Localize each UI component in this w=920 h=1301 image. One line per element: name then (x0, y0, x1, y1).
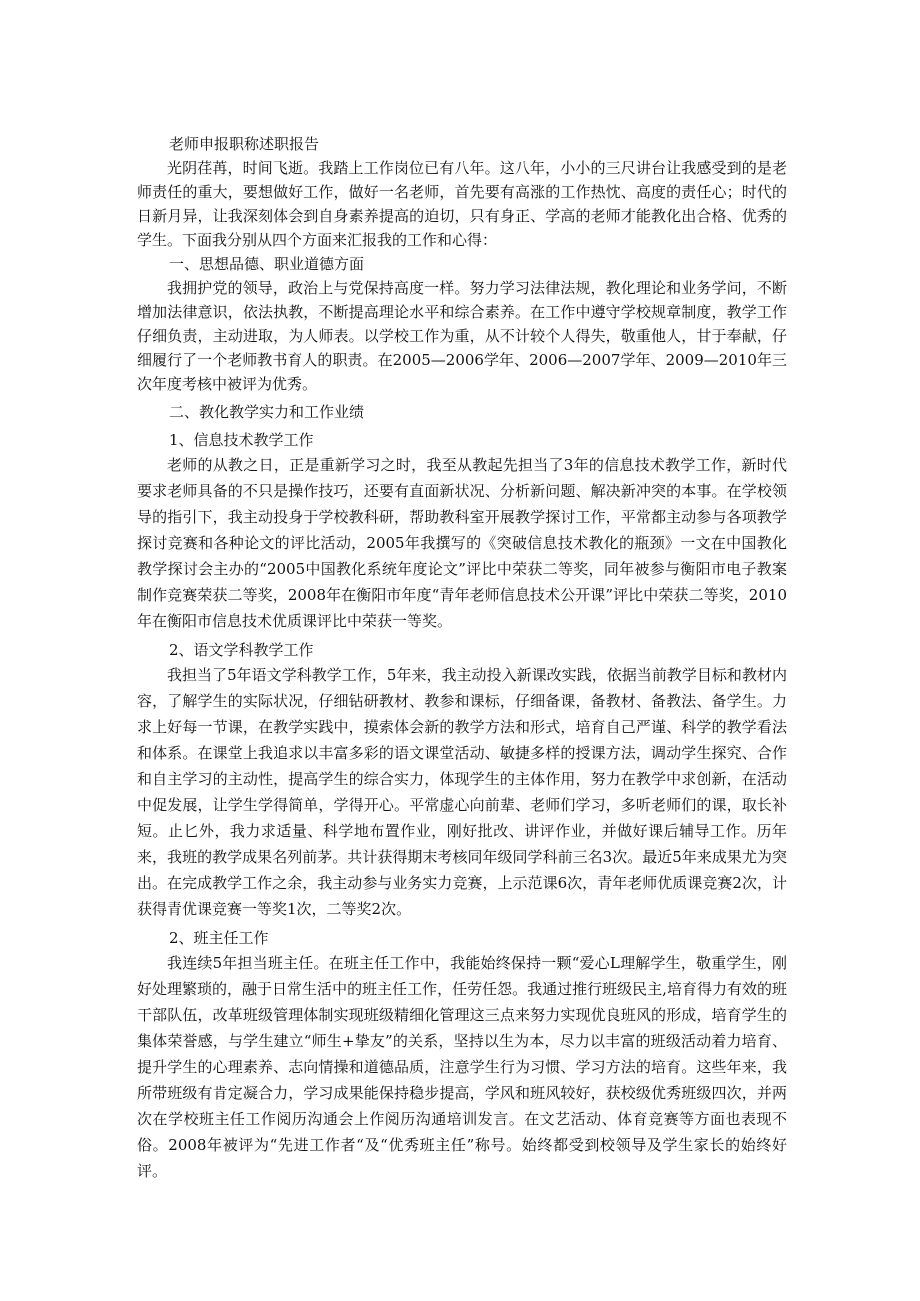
subsection1-paragraph: 老师的从教之日，正是重新学习之时，我至从教起先担当了3年的信息技术教学工作，新时代要求老师具备的不只是操作技巧，还要有直面新状况、分析新问题、解决新冲突的本事。在学校领导的指引下，我主动投身于学校教科研，帮助教科室开展教学探讨工作，平常都主动参与各项教学探讨竞赛和各种论文的评比活动，2005年我撰写的《突破信息技术教化的瓶颈》一文在中国教化教学探讨会主办的“2005中国教化系统年度论文”评比中荣获二等奖，同年被参与衡阳市电子教案制作竞赛荣获二等奖，2008年在衡阳市年度“青年老师信息技术公开课”评比中荣获二等奖，2010年在衡阳市信息技术优质课评比中荣获一等奖。 (137, 456, 787, 630)
section1-paragraph: 我拥护党的领导，政治上与党保持高度一样。努力学习法律法规，教化理论和业务学问，不断增加法律意识，依法执教，不断提高理论水平和综合素养。在工作中遵守学校规章制度，教学工作仔细负责，主动进取，为人师表。以学校工作为重，从不计较个人得失，敬重他人，甘于奉献，仔细履行了一个老师教书育人的职责。在2005—2006学年、2006—2007学年、2009—2010年三次年度考核中被评为优秀。 (137, 279, 787, 393)
intro-paragraph: 光阴荏苒，时间飞逝。我踏上工作岗位已有八年。这八年，小小的三尺讲台让我感受到的是老师责任的重大，要想做好工作，做好一名老师，首先要有高涨的工作热忱、高度的责任心；时代的日新月异，让我深刻体会到自身素养提高的迫切，只有身正、学高的老师才能教化出合格、优秀的学生。下面我分别从四个方面来汇报我的工作和心得： (137, 159, 787, 249)
subsection1-heading: 1、信息技术教学工作 (169, 431, 314, 449)
subsection2-heading: 2、语文学科教学工作 (169, 641, 314, 659)
subsection3-paragraph: 我连续5年担当班主任。在班主任工作中，我能始终保持一颗“爱心L理解学生，敬重学生，刚好处理繁琐的，融于日常生活中的班主任工作，任劳任怨。我通过推行班级民主,培育得力有效的班干部队伍，改革班级管理体制实现班级精细化管理这三点来努力实现优良班风的形成，培育学生的集体荣誉感，与学生建立“师生+挚友”的关系，坚持以生为本，尽力以丰富的班级活动着力培育、提升学生的心理素养、志向情操和道德品质，注意学生行为习惯、学习方法的培育。这些年来，我所带班级有肯定凝合力，学习成果能保持稳步提高，学风和班风较好，获校级优秀班级四次，并两次在学校班主任工作阅历沟通会上作阅历沟通培训发言。在文艺活动、体育竞赛等方面也表现不俗。2008年被评为“先进工作者“及“优秀班主任”称号。始终都受到校领导及学生家长的始终好评。 (137, 954, 787, 1180)
section1-heading: 一、思想品德、职业道德方面 (169, 255, 365, 273)
subsection2-paragraph: 我担当了5年语文学科教学工作，5年来，我主动投入新课改实践，依据当前教学目标和教材内容，了解学生的实际状况，仔细钻研教材、教参和课标，仔细备课，备教材、备教法、备学生。力求上好每一节课，在教学实践中，摸索体会新的教学方法和形式，培育自己严谨、科学的教学看法和体系。在课堂上我追求以丰富多彩的语文课堂活动、敏捷多样的授课方法，调动学生探究、合作和自主学习的主动性，提高学生的综合实力，体现学生的主体作用，努力在教学中求创新，在活动中促发展，让学生学得简单，学得开心。平常虚心向前辈、老师们学习，多听老师们的课，取长补短。止匕外，我力求适量、科学地布置作业，刚好批改、讲评作业，并做好课后辅导工作。历年来，我班的教学成果名列前茅。共计获得期末考核同年级同学科前三名3次。最近5年来成果尤为突出。在完成教学工作之余，我主动参与业务实力竞赛，上示范课6次，青年老师优质课竞赛2次，计获得青优课竞赛一等奖1次，二等奖2次。 (137, 666, 787, 918)
section2-heading: 二、教化教学实力和工作业绩 (169, 403, 365, 421)
document-title: 老师申报职称述职报告 (169, 135, 320, 153)
subsection3-heading: 2、班主任工作 (169, 929, 269, 947)
document-page (137, 132, 787, 1184)
